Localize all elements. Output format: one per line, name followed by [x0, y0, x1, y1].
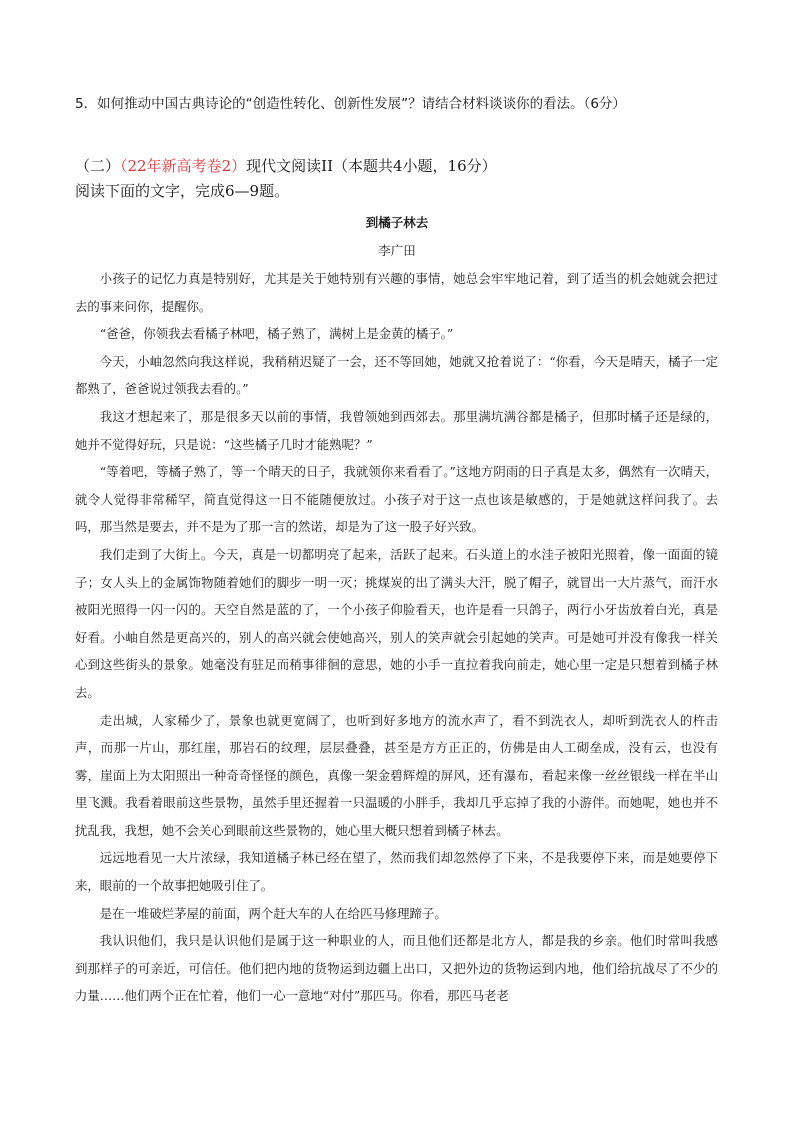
article-title: 到橘子林去	[365, 215, 429, 230]
article-paragraph: 小孩子的记忆力真是特别好，尤其是关于她特别有兴趣的事情，她总会牢牢地记着，到了适当的机会她就会把过去的事来问你，提醒你。	[75, 271, 718, 314]
section-prefix: （二）	[75, 157, 121, 175]
question-5: 5．如何推动中国古典诗论的“创造性转化、创新性发展”？请结合材料谈谈你的看法。（6分）	[75, 96, 626, 112]
article-paragraph: 今天，小岫忽然向我这样说，我稍稍迟疑了一会，还不等回她，她就又抢着说了：“你看，今天是晴天，橘子一定都熟了，爸爸说过领我去看的。”	[75, 353, 718, 397]
article-paragraph: “爸爸，你领我去看橘子林吧，橘子熟了，满树上是金黄的橘子。”	[99, 326, 454, 342]
article-paragraph: “等着吧，等橘子熟了，等一个晴天的日子，我就领你来看看了。”这地方阴雨的日子真是太多，偶然有一次晴天，就令人觉得非常稀罕，简直觉得这一日不能随便放过。小孩子对于这一点也该是敏感的，于是她就这样问我了。去吗，那当然是要去，并不是为了那一言的然诺，却是为了这一股子好兴致。	[75, 464, 718, 535]
article-paragraph: 我这才想起来了，那是很多天以前的事情，我曾领她到西郊去。那里满坑满谷都是橘子，但那时橘子还是绿的，她并不觉得好玩，只是说：“这些橘子几时才能熟呢？”	[75, 408, 718, 452]
reading-instruction: 阅读下面的文字，完成6—9题。	[75, 182, 290, 200]
article-paragraph: 是在一堆破烂茅屋的前面，两个赶大车的人在给匹马修理蹄子。	[99, 905, 447, 921]
article-paragraph: 远远地看见一大片浓绿，我知道橘子林已经在望了，然而我们却忽然停了下来，不是我要停下来，而是她要停下来，眼前的一个故事把她吸引住了。	[75, 850, 718, 894]
section-title: 现代文阅读II（本题共4小题，16分）	[246, 157, 497, 175]
article-paragraph: 我们走到了大街上。今天，真是一切都明亮了起来，活跃了起来。石头道上的水洼子被阳光照着，像一面面的镜子；女人头上的金属饰物随着她们的脚步一明一灭；挑煤炭的出了满头大汗，脱了帽子，就冒出一大片蒸气，而汗水被阳光照得一闪一闪的。天空自然是蓝的了，一个小孩子仰脸看天，也许是看一只鸽子，两行小牙齿放着白光，真是好看。小岫自然是更高兴的，别人的高兴就会使她高兴，别人的笑声就会引起她的笑声。可是她可并没有像我一样关心到这些街头的景象。她毫没有驻足而稍事徘徊的意思，她的小手一直拉着我向前走，她心里一定是只想着到橘子林去。	[75, 546, 718, 700]
section-source: （22年新高考卷2）	[120, 157, 247, 175]
article-paragraph: 走出城，人家稀少了，景象也就更宽阔了，也听到好多地方的流水声了，看不到洗衣人，却听到洗衣人的杵击声，而那一片山，那红崖，那岩石的纹理，层层叠叠，甚至是方方正正的，仿佛是由人工砌垒成，没有云，也没有雾，崖面上为太阳照出一种奇奇怪怪的颜色，真像一架金碧辉煌的屏风，还有瀑布，看起来像一丝丝银线一样在半山里飞溅。我看着眼前这些景物，虽然手里还握着一只温暖的小胖手，我却几乎忘掉了我的小游伴。而她呢，她也并不扰乱我，我想，她不会关心到眼前这些景物的，她心里大概只想着到橘子林去。	[75, 712, 718, 838]
article-author: 李广田	[378, 243, 416, 258]
section-heading	[75, 155, 735, 177]
article-body	[75, 265, 718, 1010]
article-paragraph: 我认识他们，我只是认识他们是属于这一种职业的人，而且他们还都是北方人，都是我的乡亲。他们时常叫我感到那样子的可亲近，可信任。他们把内地的货物运到边疆上出口，又把外边的货物运到内地，他们给抗战尽了不少的力量……他们两个正在忙着，他们一心一意地“对付”那匹马。你看，那匹马老老	[75, 933, 718, 1004]
